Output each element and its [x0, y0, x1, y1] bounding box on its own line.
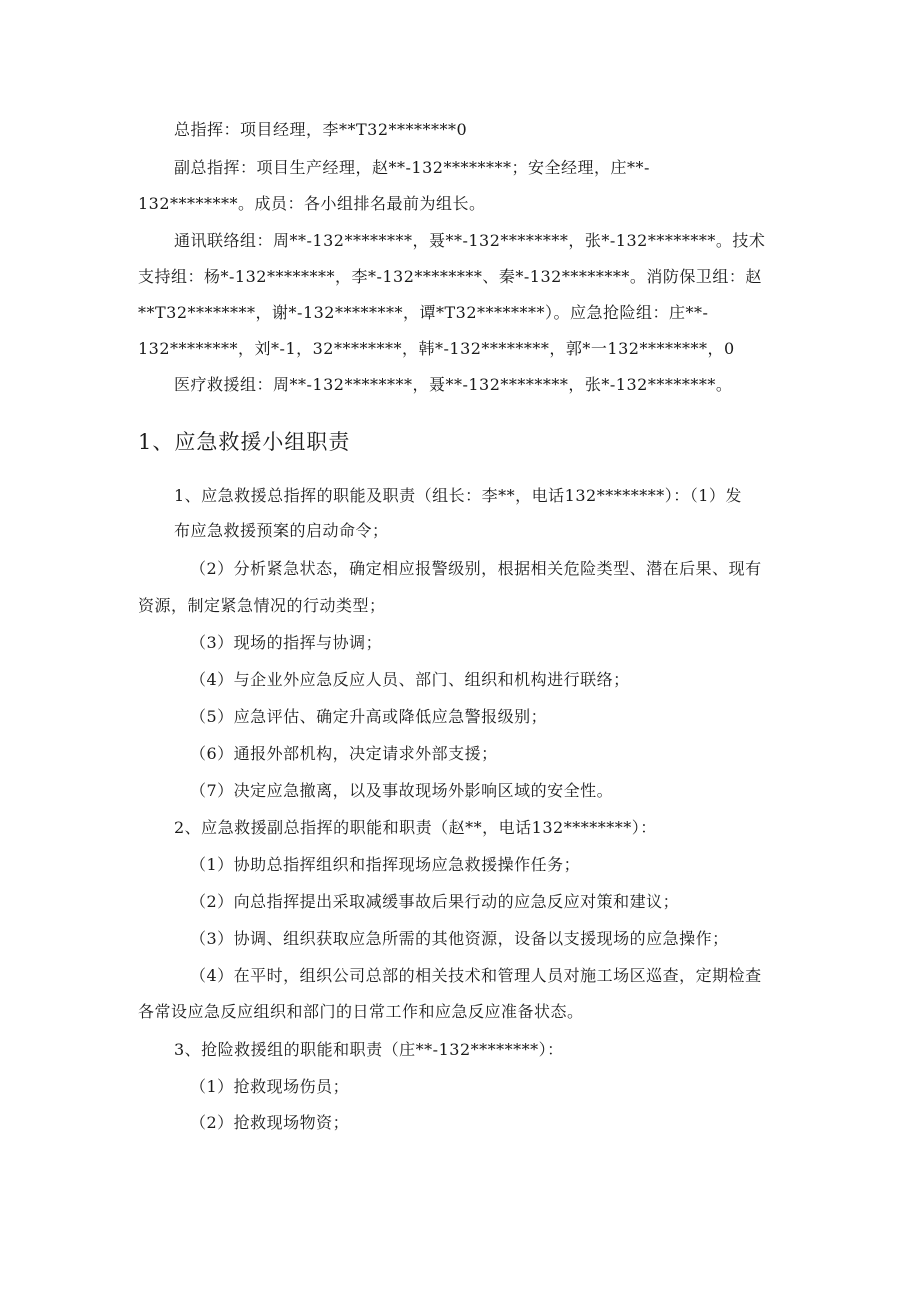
members-line: 132********。成员：各小组排名最前为组长。 [138, 194, 486, 213]
deputy-duty-3: （3）协调、组织获取应急所需的其他资源，设备以支援现场的应急操作； [190, 929, 729, 948]
deputy-commander-line: 副总指挥：项目生产经理，赵**-132********；安全经理，庄**- [174, 158, 650, 177]
chief-duty-2-cont: 资源，制定紧急情况的行动类型； [138, 596, 386, 615]
medical-group-line: 医疗救援组：周**-132********，聂**-132********，张*-132********。 [174, 375, 733, 394]
section-heading: 1、应急救援小组职责 [138, 430, 351, 454]
chief-duty-7: （7）决定应急撤离，以及事故现场外影响区域的安全性。 [190, 781, 614, 800]
rescue-duty-2: （2）抢救现场物资； [190, 1113, 350, 1132]
groups-line-2: 支持组：杨*-132********，李*-132********、秦*-132********。消防保卫组：赵 [138, 267, 762, 286]
chief-duty-2: （2）分析紧急状态，确定相应报警级别，根据相关危险类型、潜在后果、现有 [190, 559, 762, 578]
deputy-duties-title: 2、应急救援副总指挥的职能和职责（赵**，电话132********）： [174, 818, 657, 837]
rescue-duties-title: 3、抢险救援组的职能和职责（庄**-132********）： [174, 1040, 564, 1059]
chief-commander-line: 总指挥：项目经理，李**T32********0 [174, 120, 468, 139]
deputy-duty-1: （1）协助总指挥组织和指挥现场应急救援操作任务； [190, 855, 581, 874]
chief-duty-4: （4）与企业外应急反应人员、部门、组织和机构进行联络； [190, 670, 630, 689]
groups-line-1: 通讯联络组：周**-132********，聂**-132********，张*-132********。技术 [174, 231, 766, 250]
groups-line-4: 132********，刘*-1，32********，韩*-132********，郭*一132********，0 [138, 339, 735, 358]
deputy-duty-4-cont: 各常设应急反应组织和部门的日常工作和应急反应准备状态。 [138, 1002, 584, 1021]
rescue-duty-1: （1）抢救现场伤员； [190, 1077, 350, 1096]
deputy-duty-4: （4）在平时，组织公司总部的相关技术和管理人员对施工场区巡查，定期检查 [190, 966, 762, 985]
chief-duties-title: 1、应急救援总指挥的职能及职责（组长：李**，电话132********）：（1）发 [174, 486, 742, 505]
chief-duty-6: （6）通报外部机构，决定请求外部支援； [190, 744, 498, 763]
chief-duty-5: （5）应急评估、确定升高或降低应急警报级别； [190, 707, 548, 726]
groups-line-3: **T32********，谢*-132********，谭*T32********）。应急抢险组：庄**- [138, 303, 709, 322]
chief-duties-title-cont: 布应急救援预案的启动命令； [174, 521, 389, 540]
deputy-duty-2: （2）向总指挥提出采取减缓事故后果行动的应急反应对策和建议； [190, 892, 680, 911]
chief-duty-3: （3）现场的指挥与协调； [190, 633, 383, 652]
